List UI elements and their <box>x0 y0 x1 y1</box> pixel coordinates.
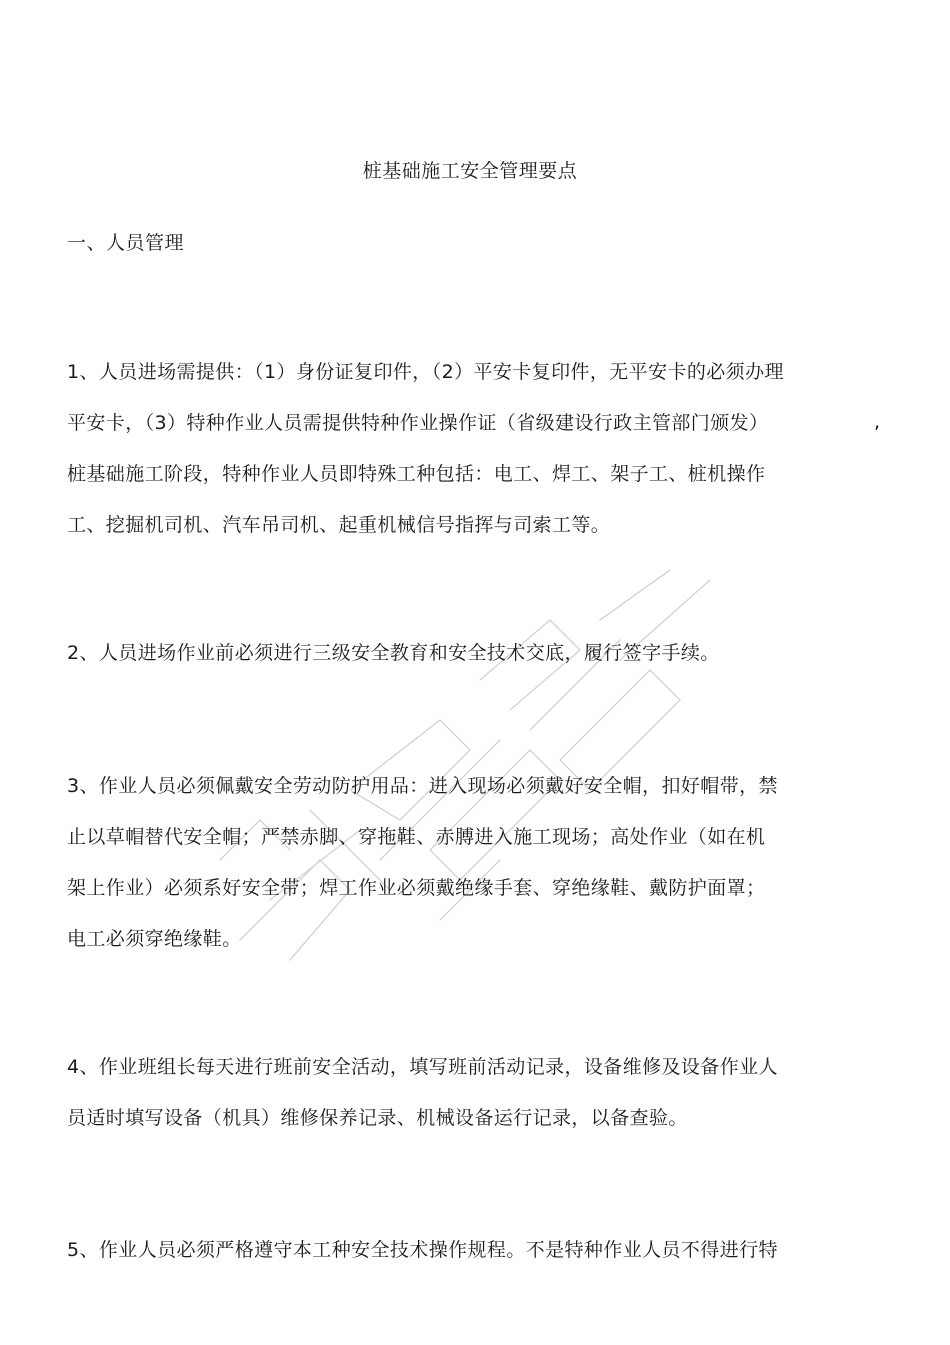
paragraph-3 <box>67 774 887 978</box>
paragraph-2 <box>67 641 887 692</box>
paragraph-line: 电工必须穿绝缘鞋。 <box>67 928 242 950</box>
trailing-comma: , <box>874 411 881 433</box>
paragraph-line: 桩基础施工阶段，特种作业人员即特殊工种包括：电工、焊工、架子工、桩机操作 <box>67 463 766 485</box>
paragraph-4 <box>67 1055 887 1157</box>
paragraph-line: 工、挖掘机司机、汽车吊司机、起重机械信号指挥与司索工等。 <box>67 514 611 536</box>
paragraph-line: 架上作业）必须系好安全带；焊工作业必须戴绝缘手套、穿绝缘鞋、戴防护面罩； <box>67 877 766 899</box>
paragraph-line: 平安卡，（3）特种作业人员需提供特种作业操作证（省级建设行政主管部门颁发） <box>67 412 769 434</box>
paragraph-5 <box>67 1238 887 1289</box>
document-title: 桩基础施工安全管理要点 <box>362 160 578 182</box>
paragraph-1 <box>67 360 887 564</box>
paragraph-line: 员适时填写设备（机具）维修保养记录、机械设备运行记录，以备查验。 <box>67 1107 688 1129</box>
paragraph-line: 4、作业班组长每天进行班前安全活动，填写班前活动记录，设备维修及设备作业人 <box>67 1056 778 1078</box>
paragraph-line: 5、作业人员必须严格遵守本工种安全技术操作规程。不是特种作业人员不得进行特 <box>67 1239 778 1261</box>
section-heading: 一、人员管理 <box>67 232 185 254</box>
paragraph-line: 止以草帽替代安全帽；严禁赤脚、穿拖鞋、赤膊进入施工现场；高处作业（如在机 <box>67 826 766 848</box>
paragraph-line: 3、作业人员必须佩戴安全劳动防护用品：进入现场必须戴好安全帽，扣好帽带，禁 <box>67 775 778 797</box>
paragraph-line: 1、人员进场需提供：（1）身份证复印件，（2）平安卡复印件，无平安卡的必须办理 <box>67 361 784 383</box>
paragraph-line: 2、人员进场作业前必须进行三级安全教育和安全技术交底，履行签字手续。 <box>67 642 720 664</box>
